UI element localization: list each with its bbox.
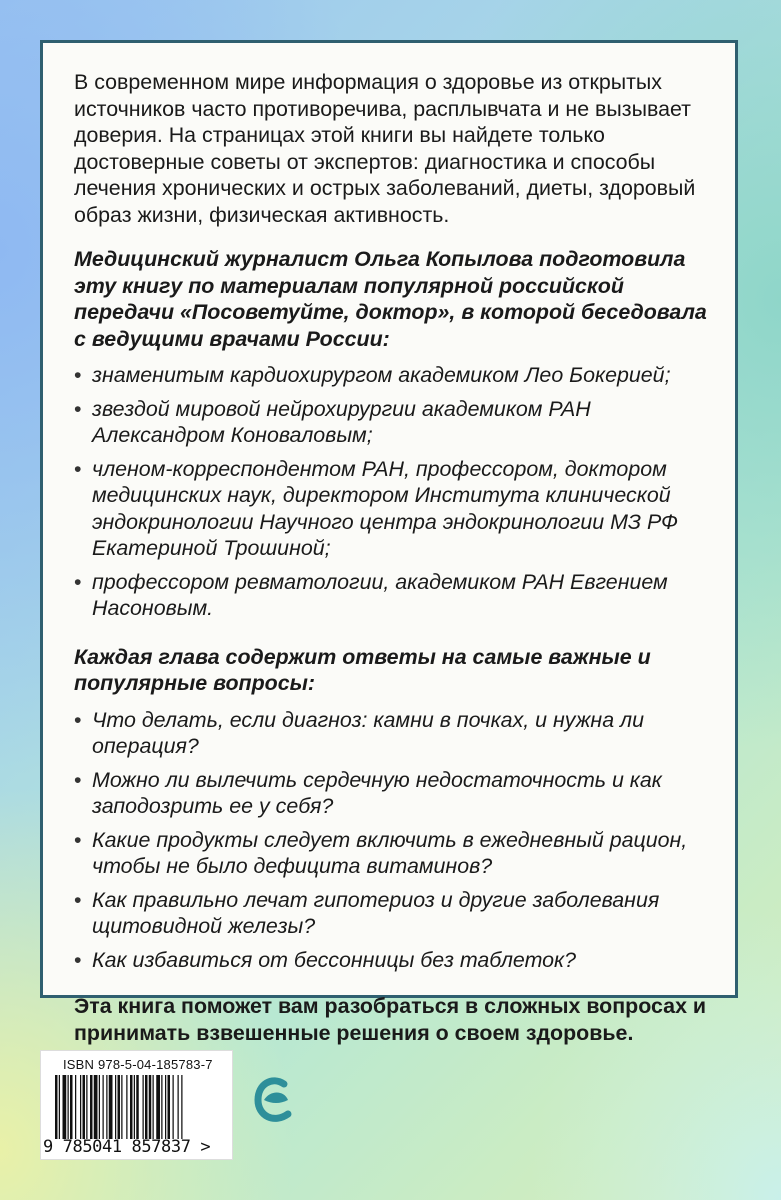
list-item: • профессором ревматологии, академиком РАН Евгением Насоновым.	[74, 569, 719, 622]
list-item: • Как правильно лечат гипотериоз и другие заболевания щитовидной железы?	[74, 887, 719, 940]
journalist-heading: Медицинский журналист Ольга Копылова подготовила эту книгу по материалам популярной российской передачи «Посоветуйте, доктор», в которой беседовала с ведущими врачами России:	[74, 247, 707, 351]
list-item: • Какие продукты следует включить в ежедневный рацион, чтобы не было дефицита витаминов?	[74, 827, 719, 880]
questions-list	[74, 707, 719, 974]
questions-heading: Каждая глава содержит ответы на самые важные и популярные вопросы:	[74, 644, 651, 695]
list-item: • членом-корреспондентом РАН, профессором, доктором медицинских наук, директором Института клинической эндокринологии Научного центра эндокринологии МЗ РФ Екатериной Трошиной;	[74, 456, 719, 562]
closing-statement: Эта книга поможет вам разобраться в сложных вопросах и принимать взвешенные решения о своем здоровье.	[74, 994, 707, 1045]
annotation-text	[74, 69, 719, 1067]
publisher-logo-icon	[250, 1070, 300, 1130]
intro-paragraph: В современном мире информация о здоровье из открытых источников часто противоречива, расплывчата и не вызывает доверия. На страницах этой книги вы найдете только достоверные советы от экспертов: диагностика и способы лечения хронических и острых заболеваний, диеты, здоровый образ жизни, физическая активность.	[74, 70, 696, 227]
barcode	[55, 1075, 221, 1139]
list-item: • звездой мировой нейрохирургии академиком РАН Александром Коноваловым;	[74, 396, 719, 449]
isbn-barcode-block	[40, 1050, 233, 1160]
list-item: • Как избавиться от бессонницы без таблеток?	[74, 947, 719, 974]
list-item: • знаменитым кардиохирургом академиком Лео Бокерией;	[74, 362, 719, 389]
isbn-label: ISBN 978-5-04-185783-7	[63, 1057, 213, 1072]
list-item: • Что делать, если диагноз: камни в почках, и нужна ли операция?	[74, 707, 719, 760]
doctors-list	[74, 362, 719, 622]
list-item: • Можно ли вылечить сердечную недостаточность и как заподозрить ее у себя?	[74, 767, 719, 820]
ean-digits: 9 785041 857837 >	[43, 1137, 211, 1157]
back-cover-panel	[40, 40, 738, 1045]
